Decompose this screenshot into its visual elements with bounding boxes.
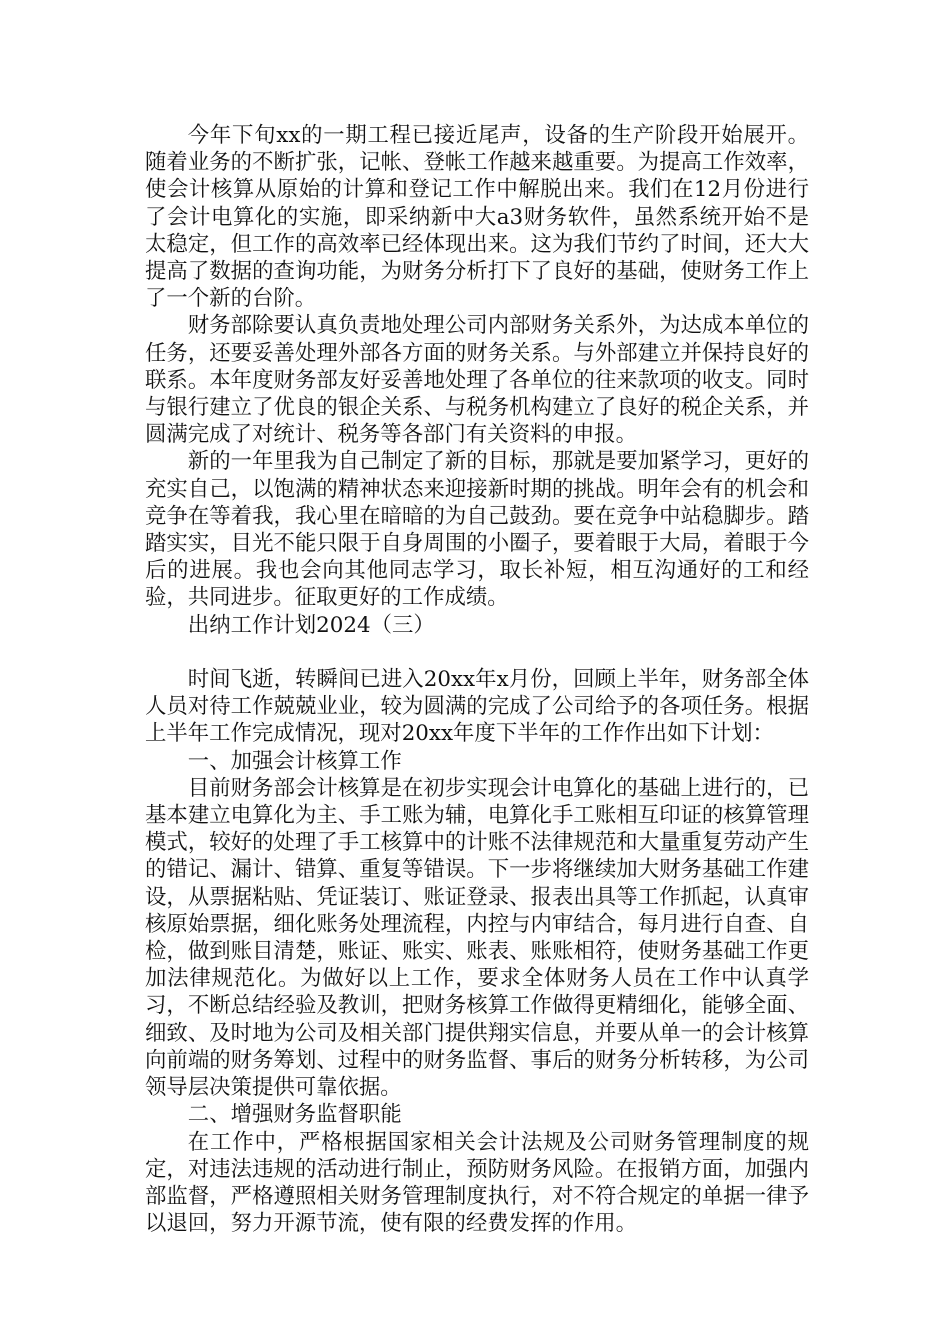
heading-accounting: 一、加强会计核算工作 [187,748,402,774]
section-title: 出纳工作计划2024（三） [187,612,435,638]
paragraph-goals: 新的一年里我为自己制定了新的目标，那就是要加紧学习，更好的充实自己，以饱满的精神状态来迎接新时期的挑战。明年会有的机会和竞争在等着我，我心里在暗暗的为自己鼓劲。要在竞争中站稳脚步。踏踏实实，目光不能只限于自身周围的小圈子，要着眼于大局，着眼于今后的进展。我也会向其他同志学习，取长补短，相互沟通好的工和经验，共同进步。征取更好的工作成绩。 [145,449,809,611]
paragraph-intro: 时间飞逝，转瞬间已进入20xx年x月份，回顾上半年，财务部全体人员对待工作兢兢业业，较为圆满的完成了公司给予的各项任务。根据上半年工作完成情况，现对20xx年度下半年的工作作出如下计划： [145,667,809,747]
paragraph-accounting: 目前财务部会计核算是在初步实现会计电算化的基础上进行的，已基本建立电算化为主、手工账为辅，电算化手工账相互印证的核算管理模式，较好的处理了手工核算中的计账不法律规范和大量重复劳动产生的错记、漏计、错算、重复等错误。下一步将继续加大财务基础工作建设，从票据粘贴、凭证装订、账证登录、报表出具等工作抓起，认真审核原始票据，细化账务处理流程，内控与内审结合，每月进行自查、自检，做到账目清楚，账证、账实、账表、账账相符，使财务基础工作更加法律规范化。为做好以上工作，要求全体财务人员在工作中认真学习，不断总结经验及教训，把财务核算工作做得更精细化，能够全面、细致、及时地为公司及相关部门提供翔实信息，并要从单一的会计核算向前端的财务筹划、过程中的财务监督、事后的财务分析转移，为公司领导层决策提供可靠依据。 [145,775,809,1101]
heading-supervision: 二、增强财务监督职能 [187,1102,402,1128]
blank-line [145,639,809,666]
paragraph-relations: 财务部除要认真负责地处理公司内部财务关系外，为达成本单位的任务，还要妥善处理外部各方面的财务关系。与外部建立并保持良好的联系。本年度财务部友好妥善地处理了各单位的往来款项的收支。同时与银行建立了优良的银企关系、与税务机构建立了良好的税企关系，并圆满完成了对统计、税务等各部门有关资料的申报。 [145,313,809,448]
paragraph-progress: 今年下旬xx的一期工程已接近尾声，设备的生产阶段开始展开。随着业务的不断扩张，记帐、登帐工作越来越重要。为提高工作效率，使会计核算从原始的计算和登记工作中解脱出来。我们在12月份进行了会计电算化的实施，即采纳新中大a3财务软件，虽然系统开始不是太稳定，但工作的高效率已经体现出来。这为我们节约了时间，还大大提高了数据的查询功能，为财务分析打下了良好的基础，使财务工作上了一个新的台阶。 [145,123,809,312]
document-page [145,122,809,1237]
paragraph-supervision: 在工作中，严格根据国家相关会计法规及公司财务管理制度的规定，对违法违规的活动进行制止，预防财务风险。在报销方面，加强内部监督，严格遵照相关财务管理制度执行，对不符合规定的单据一律予以退回，努力开源节流，使有限的经费发挥的作用。 [145,1129,809,1237]
